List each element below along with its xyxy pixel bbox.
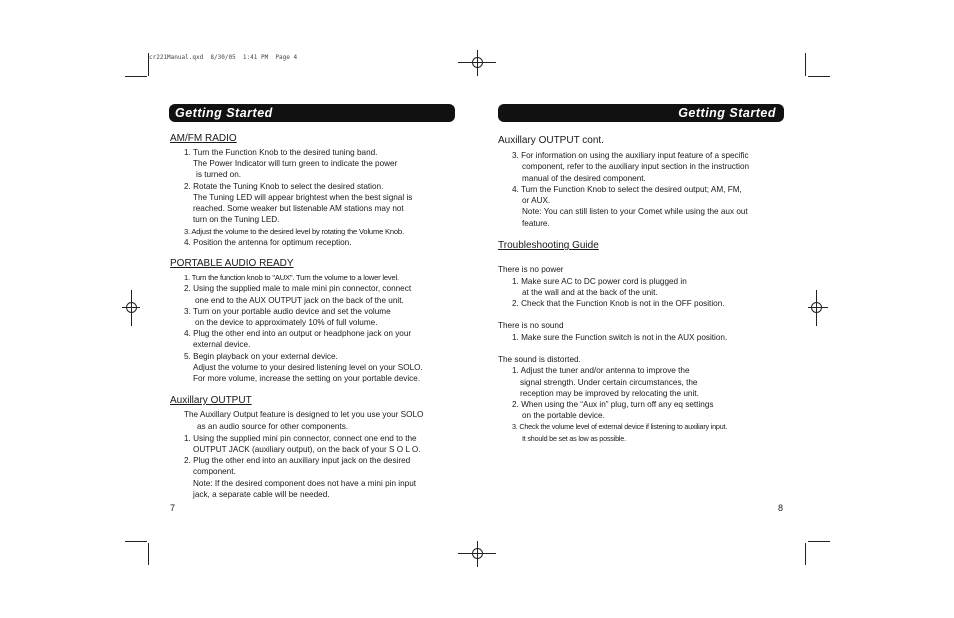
text-line: component. xyxy=(193,467,236,476)
crop-mark xyxy=(125,541,147,542)
text-line: on the device to approximately 10% of full volume. xyxy=(195,318,378,327)
text-line: Note: You can still listen to your Comet while using the aux out xyxy=(522,207,748,216)
text-line: 1. Turn the function knob to "AUX". Turn the volume to a lower level. xyxy=(184,273,399,282)
text-line: is turned on. xyxy=(196,170,242,179)
registration-mark-icon xyxy=(131,290,132,326)
text-line: The Tuning LED will appear brightest when the best signal is xyxy=(193,193,413,202)
file-slug: cr221Manual.qxd 8/30/05 1:41 PM Page 4 xyxy=(149,54,298,61)
text-line: reception may be improved by relocating the unit. xyxy=(520,389,699,398)
text-line: The Power Indicator will turn green to indicate the power xyxy=(193,159,398,168)
crop-mark xyxy=(808,76,830,77)
crop-mark xyxy=(805,53,806,76)
section-heading: PORTABLE AUDIO READY xyxy=(170,258,294,269)
text-line: or AUX. xyxy=(522,196,551,205)
crop-mark xyxy=(148,543,149,565)
text-line: 2. Plug the other end into an auxiliary input jack on the desired xyxy=(184,456,411,465)
crop-mark xyxy=(805,543,806,565)
text-line: at the wall and at the back of the unit. xyxy=(522,288,658,297)
text-line: There is no power xyxy=(498,265,564,274)
crop-mark xyxy=(148,53,149,76)
section-heading: Troubleshooting Guide xyxy=(498,240,599,251)
text-line: 2. Rotate the Tuning Knob to select the desired station. xyxy=(184,182,384,191)
text-line: 5. Begin playback on your external device. xyxy=(184,352,338,361)
text-line: There is no sound xyxy=(498,321,564,330)
page-number: 8 xyxy=(778,503,784,513)
text-line: 4. Turn the Function Knob to select the desired output; AM, FM, xyxy=(512,185,742,194)
text-line: on the portable device. xyxy=(522,411,605,420)
text-line: 2. Using the supplied male to male mini pin connector, connect xyxy=(184,284,412,293)
registration-mark-icon xyxy=(808,307,828,308)
text-line: Note: If the desired component does not have a mini pin input xyxy=(193,479,417,488)
text-line: Adjust the volume to your desired listening level on your SOLO. xyxy=(193,363,423,372)
text-line: 2. Check that the Function Knob is not in the OFF position. xyxy=(512,299,725,308)
text-line: For more volume, increase the setting on your portable device. xyxy=(193,374,421,383)
section-heading: Auxillary OUTPUT xyxy=(170,395,252,406)
text-line: as an audio source for other components. xyxy=(197,422,349,431)
crop-mark xyxy=(125,76,147,77)
section-banner: Getting Started xyxy=(169,104,455,122)
text-line: 3. For information on using the auxiliary input feature of a specific xyxy=(512,151,749,160)
section-banner: Getting Started xyxy=(498,104,784,122)
text-line: 1. Turn the Function Knob to the desired tuning band. xyxy=(184,148,378,157)
text-line: 4. Plug the other end into an output or headphone jack on your xyxy=(184,329,412,338)
text-line: 2. When using the “Aux in” plug, turn off any eq settings xyxy=(512,400,714,409)
registration-mark-icon xyxy=(816,290,817,326)
text-line: one end to the AUX OUTPUT jack on the back of the unit. xyxy=(195,296,404,305)
text-line: component, refer to the auxiliary input section in the instruction xyxy=(522,162,750,171)
registration-mark-icon xyxy=(477,541,478,567)
text-line: feature. xyxy=(522,219,550,228)
text-line: 1. Make sure AC to DC power cord is plugged in xyxy=(512,277,687,286)
text-line: reached. Some weaker but listenable AM stations may not xyxy=(193,204,404,213)
registration-mark-icon xyxy=(477,50,478,76)
text-line: The sound is distorted. xyxy=(498,355,581,364)
text-line: 1. Make sure the Function switch is not in the AUX position. xyxy=(512,333,728,342)
text-line: 1. Using the supplied mini pin connector, connect one end to the xyxy=(184,434,417,443)
section-heading: Auxillary OUTPUT cont. xyxy=(498,135,604,146)
text-line: jack, a separate cable will be needed. xyxy=(193,490,330,499)
text-line: manual of the desired component. xyxy=(522,174,646,183)
section-heading: AM/FM RADIO xyxy=(170,133,237,144)
text-line: The Auxillary Output feature is designed to let you use your SOLO xyxy=(184,410,424,419)
page-number: 7 xyxy=(170,503,176,513)
text-line: 3. Adjust the volume to the desired level by rotating the Volume Knob. xyxy=(184,227,404,236)
text-line: signal strength. Under certain circumstances, the xyxy=(520,378,698,387)
text-line: external device. xyxy=(193,340,251,349)
text-line: 1. Adjust the tuner and/or antenna to improve the xyxy=(512,366,690,375)
crop-mark xyxy=(808,541,830,542)
text-line: 3. Check the volume level of external device if listening to auxiliary input. xyxy=(512,422,728,431)
text-line: OUTPUT JACK (auxiliary output), on the back of your S O L O. xyxy=(193,445,421,454)
text-line: turn on the Tuning LED. xyxy=(193,215,280,224)
text-line: It should be set as low as possible. xyxy=(522,434,626,443)
text-line: 3. Turn on your portable audio device and set the volume xyxy=(184,307,391,316)
text-line: 4. Position the antenna for optimum reception. xyxy=(184,238,352,247)
